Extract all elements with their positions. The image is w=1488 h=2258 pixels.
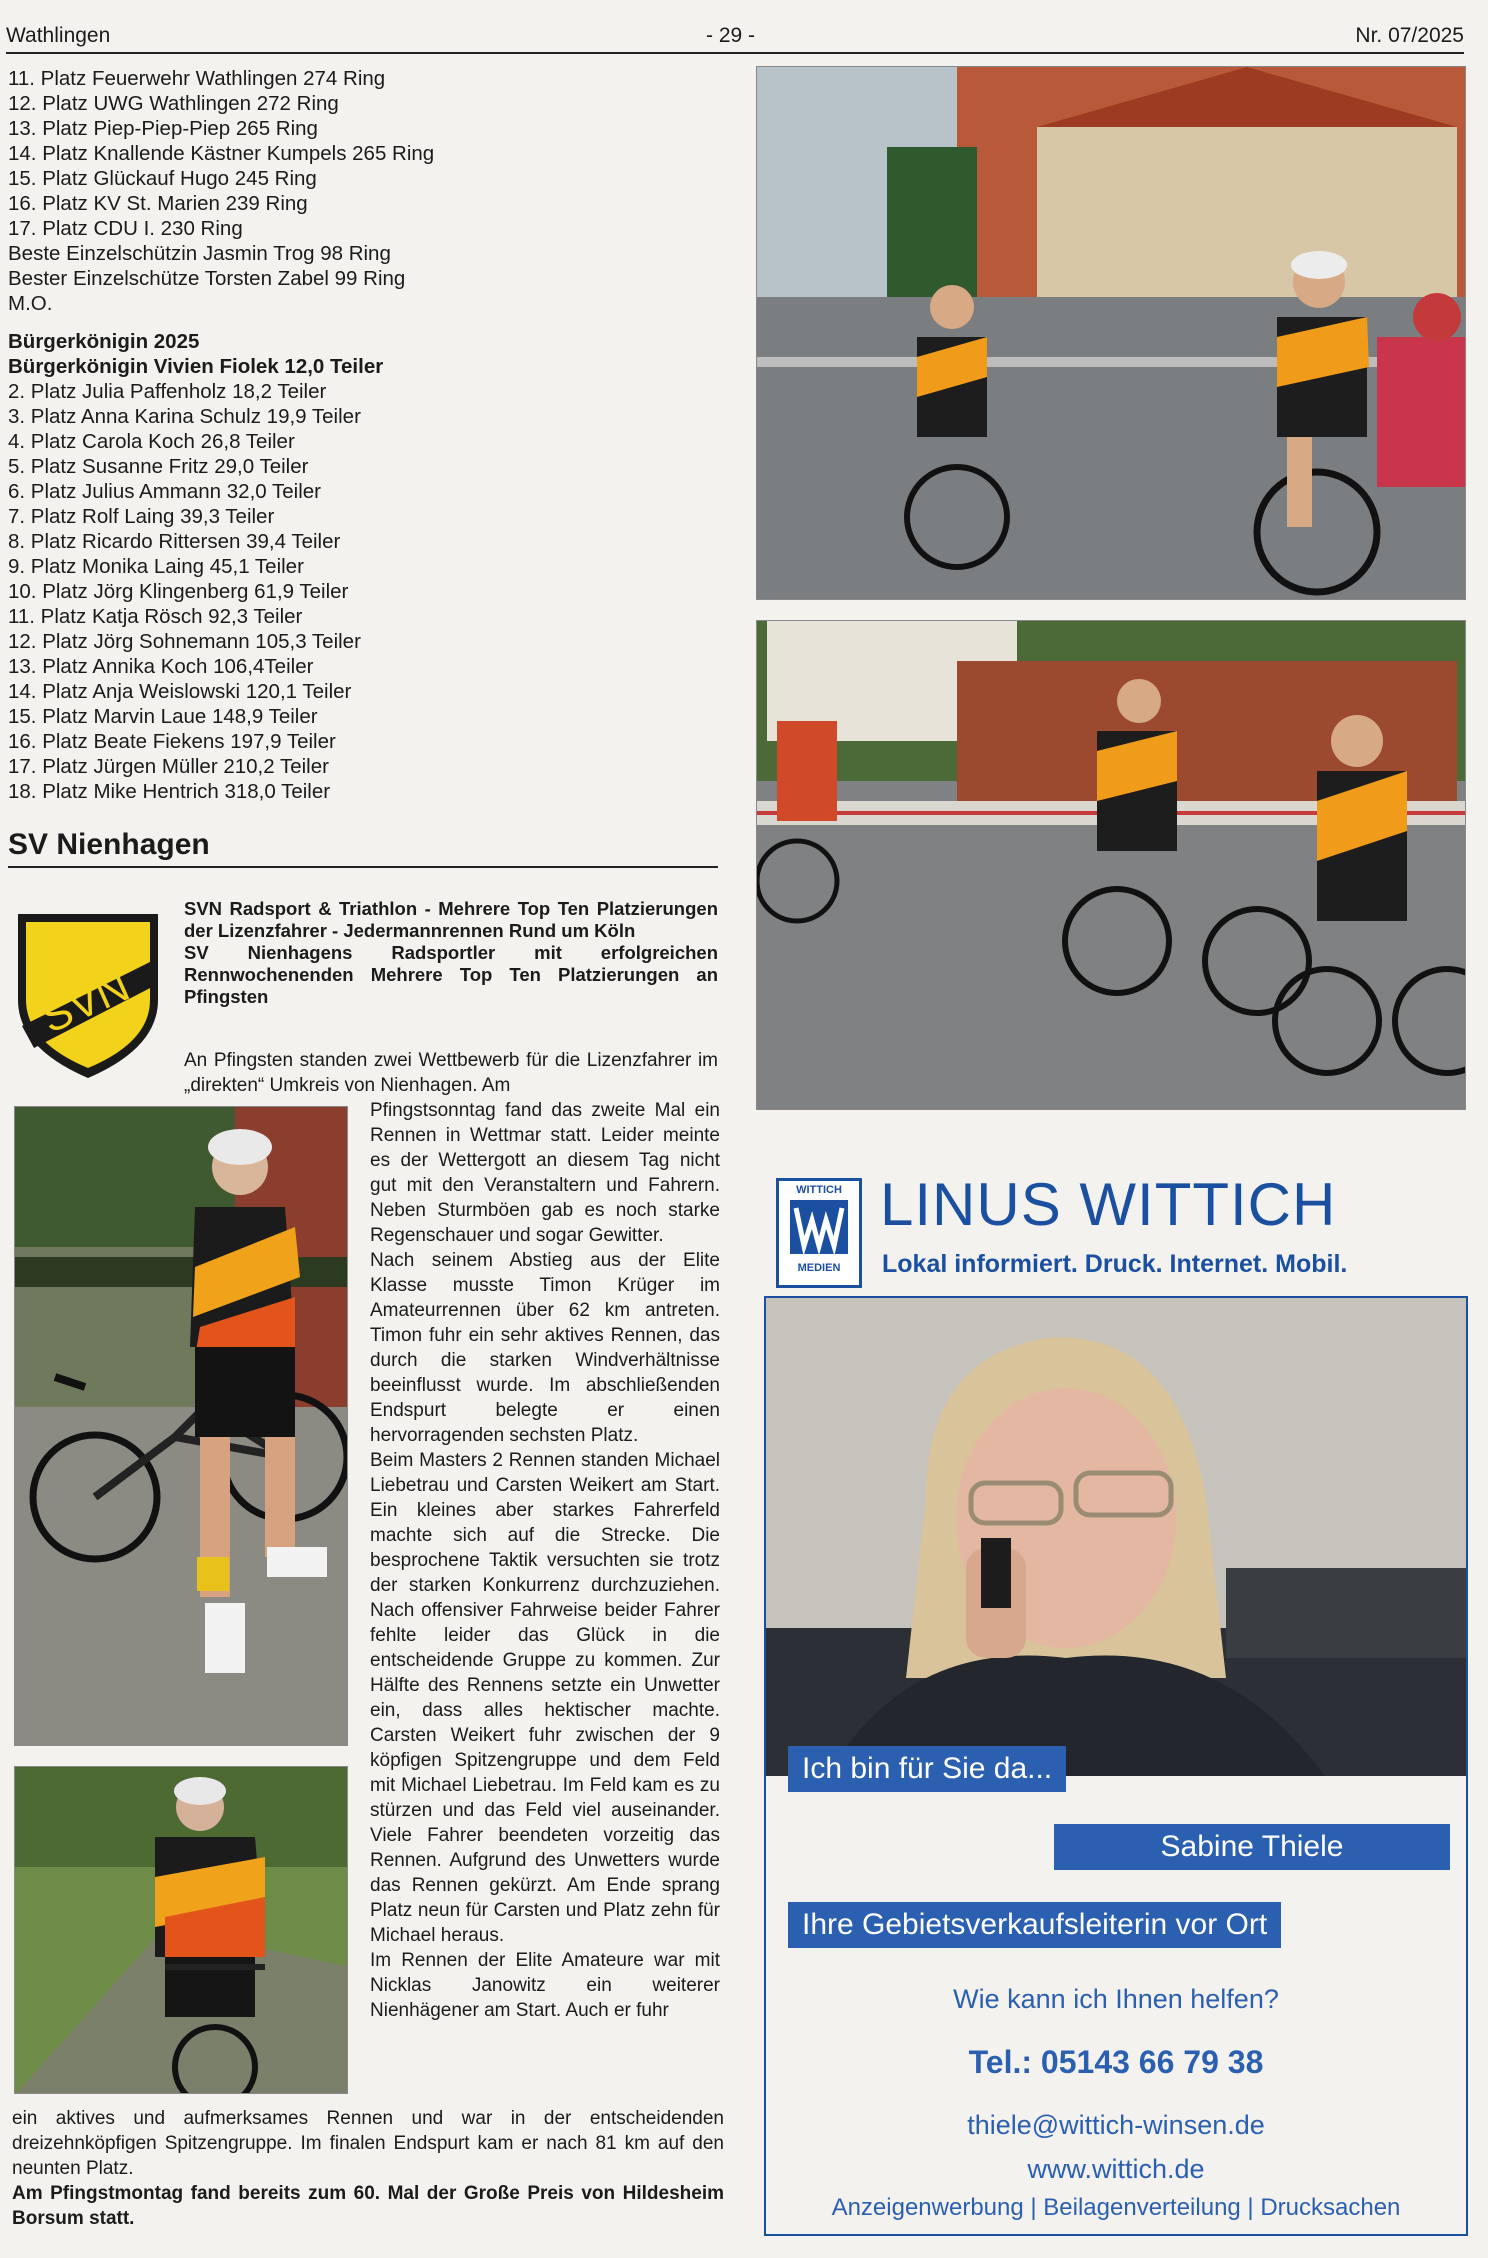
ad-phone[interactable]: Tel.: 05143 66 79 38 <box>968 2044 1264 2080</box>
list-item: 6. Platz Julius Ammann 32,0 Teiler <box>8 480 321 503</box>
headline-line-1: SVN Radsport & Triathlon - Mehrere Top Ten Platzierungen der Lizenzfahrer - Jedermannrennen Rund um Köln <box>184 898 718 941</box>
list-item: 15. Platz Marvin Laue 148,9 Teiler <box>8 705 318 728</box>
svn-club-logo <box>12 908 164 1082</box>
article-intro <box>184 1048 718 1098</box>
list-item: 17. Platz Jürgen Müller 210,2 Teiler <box>8 755 329 778</box>
list-item: 9. Platz Monika Laing 45,1 Teiler <box>8 555 304 578</box>
list-item: 4. Platz Carola Koch 26,8 Teiler <box>8 430 295 453</box>
race-photo-bottom <box>756 620 1466 1110</box>
list-item: 16. Platz Beate Fiekens 197,9 Teiler <box>8 730 336 753</box>
header-town: Wathlingen <box>6 24 111 47</box>
ad-brand-name: LINUS WITTICH <box>880 1171 1337 1238</box>
list-item: 10. Platz Jörg Klingenberg 61,9 Teiler <box>8 580 349 603</box>
wittich-w-icon <box>790 1200 848 1254</box>
list-item: M.O. <box>8 292 53 315</box>
logo-bottom-text: MEDIEN <box>797 1262 841 1274</box>
list-item: 11. Platz Feuerwehr Wathlingen 274 Ring <box>8 67 386 90</box>
paragraph-bold: Am Pfingstmontag fand bereits zum 60. Mal der Große Preis von Hildesheim Borsum statt. <box>12 2183 724 2229</box>
list-item: Beste Einzelschützin Jasmin Trog 98 Ring <box>8 242 391 265</box>
list-item: 16. Platz KV St. Marien 239 Ring <box>8 192 308 215</box>
list-item: 15. Platz Glückauf Hugo 245 Ring <box>8 167 317 190</box>
paragraph: Nach seinem Abstieg aus der Elite Klasse musste Timon Krüger im Amateurrennen über 62 km antreten. Timon fuhr ein sehr aktives Rennen, das durch die starken Windverhältnisse beeinflusst wurde. Im abschließenden Endspurt belegte er einen hervorragenden sechsten Platz. <box>370 1250 720 1446</box>
race-photo-top <box>756 66 1466 600</box>
ad-contact-photo <box>766 1298 1466 1776</box>
list-item: 5. Platz Susanne Fritz 29,0 Teiler <box>8 455 309 478</box>
page-header <box>6 20 1464 54</box>
article-bottom <box>12 2106 724 2231</box>
list-item: 13. Platz Piep-Piep-Piep 265 Ring <box>8 117 318 140</box>
paragraph: ein aktives und aufmerksames Rennen und war in der entscheidenden dreizehnköpfigen Spitzengruppe. Im finalen Endspurt kam er nach 81 km auf den neunten Platz. <box>12 2108 724 2179</box>
ad-tagline: Lokal informiert. Druck. Internet. Mobil. <box>882 1250 1348 1278</box>
list-item: 8. Platz Ricardo Rittersen 39,4 Teiler <box>8 530 341 553</box>
ad-website[interactable]: www.wittich.de <box>1027 2154 1205 2184</box>
list-item: 12. Platz UWG Wathlingen 272 Ring <box>8 92 339 115</box>
results-list <box>8 66 528 804</box>
list-item: 7. Platz Rolf Laing 39,3 Teiler <box>8 505 275 528</box>
list-item: 3. Platz Anna Karina Schulz 19,9 Teiler <box>8 405 361 428</box>
rider-riding-photo <box>14 1766 348 2094</box>
list-item: 18. Platz Mike Hentrich 318,0 Teiler <box>8 780 331 803</box>
logo-text: SVN <box>34 961 137 1043</box>
list-item: Bester Einzelschütze Torsten Zabel 99 Ring <box>8 267 406 290</box>
ad-bar-name: Sabine Thiele <box>1054 1824 1450 1870</box>
headline-line-2: SV Nienhagens Radsportler mit erfolgreichen Rennwochenenden Mehrere Top Ten Platzierungen an Pfingsten <box>184 942 718 1007</box>
list-item: 12. Platz Jörg Sohnemann 105,3 Teiler <box>8 630 361 653</box>
list-item: 11. Platz Katja Rösch 92,3 Teiler <box>8 605 303 628</box>
intro-paragraph: An Pfingsten standen zwei Wettbewerb für die Lizenzfahrer im „direkten“ Umkreis von Nienhagen. Am <box>184 1050 718 1096</box>
paragraph: Beim Masters 2 Rennen standen Michael Liebetrau und Carsten Weikert am Start. Ein kleines aber starkes Fahrerfeld machte sich auf die Strecke. Die besprochene Taktik versuchten sie trotz der starken Konkurrenz durchzuziehen. Nach offensiver Fahrweise beider Fahrer fehlte leider das Glück in die entscheidende Gruppe zu kommen. Zur Hälfte des Rennens setzte ein Unwetter ein, dass alles hektischer machte. Carsten Weikert fuhr zwischen der 9 köpfigen Spitzengruppe und dem Feld mit Michael Liebetrau. Im Feld kam es zu stürzen und das Feld viel auseinander. Viele Fahrer beendeten vorzeitig das Rennen. Aufgrund des Unwetters wurde das Rennen gekürzt. Am Ende sprang Platz neun für Carsten und Platz zehn für Michael heraus. <box>370 1450 720 1946</box>
ad-bar-role: Ihre Gebietsverkaufsleiterin vor Ort <box>788 1902 1281 1948</box>
ad-contact-box <box>764 1296 1468 2236</box>
ad-question: Wie kann ich Ihnen helfen? <box>953 1984 1279 2014</box>
koenigin-winner: Bürgerkönigin Vivien Fiolek 12,0 Teiler <box>8 355 384 378</box>
section-title: SV Nienhagen <box>8 828 718 868</box>
rider-standing-photo <box>14 1106 348 1746</box>
list-item: 14. Platz Anja Weislowski 120,1 Teiler <box>8 680 352 703</box>
article-headline <box>184 898 718 1008</box>
header-issue: Nr. 07/2025 <box>1355 24 1464 47</box>
article-column-1 <box>370 1098 720 2023</box>
linus-wittich-ad-header <box>776 1170 1466 1292</box>
list-item: 14. Platz Knallende Kästner Kumpels 265 Ring <box>8 142 435 165</box>
logo-top-text: WITTICH <box>796 1184 842 1196</box>
list-item: 17. Platz CDU I. 230 Ring <box>8 217 243 240</box>
ad-services: Anzeigenwerbung | Beilagenverteilung | Drucksachen <box>831 2194 1401 2221</box>
wittich-medien-logo <box>776 1178 862 1288</box>
list-item: 2. Platz Julia Paffenholz 18,2 Teiler <box>8 380 327 403</box>
koenigin-heading: Bürgerkönigin 2025 <box>8 330 200 353</box>
header-page-number: - 29 - <box>706 24 756 47</box>
ad-email[interactable]: thiele@wittich-winsen.de <box>967 2110 1265 2140</box>
paragraph: Pfingstsonntag fand das zweite Mal ein Rennen in Wettmar statt. Leider meinte es der Wettergott an diesem Tag nicht gut mit den Veranstaltern und Fahrern. Neben Sturmböen gab es noch starke Regenschauer und sogar Gewitter. <box>370 1100 720 1246</box>
ad-bar-intro: Ich bin für Sie da... <box>788 1746 1066 1792</box>
paragraph: Im Rennen der Elite Amateure war mit Nicklas Janowitz ein weiterer Nienhägener am Start. Auch er fuhr <box>370 1950 720 2021</box>
list-item: 13. Platz Annika Koch 106,4Teiler <box>8 655 314 678</box>
